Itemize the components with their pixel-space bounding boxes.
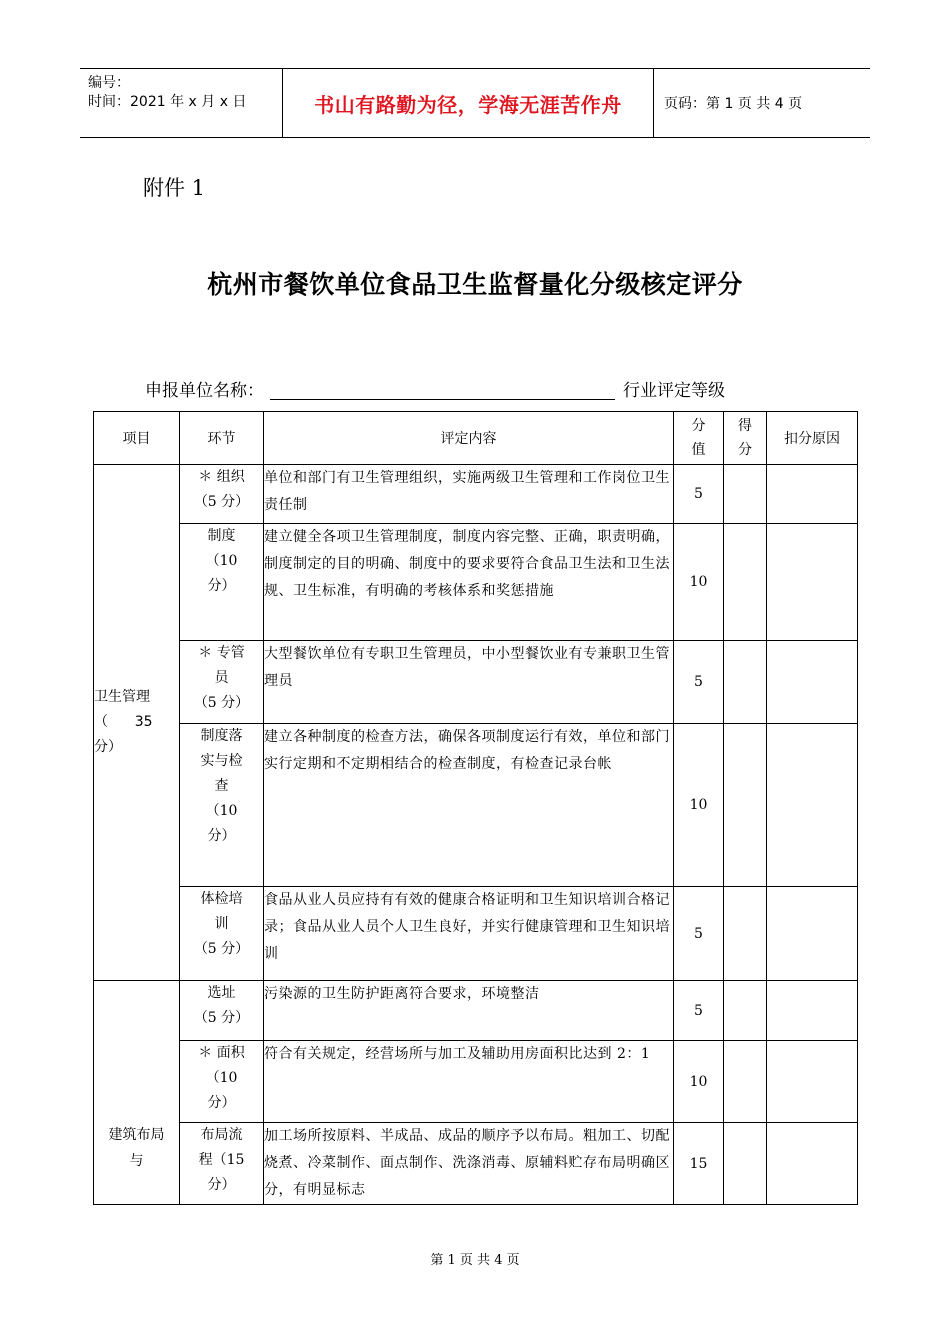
grade-label: 行业评定等级 [623,381,725,401]
obtained-cell[interactable] [724,724,767,887]
content-cell: 符合有关规定，经营场所与加工及辅助用房面积比达到 2：1 [264,1041,674,1123]
attachment-label: 附件 1 [143,176,206,200]
obtained-cell[interactable] [724,524,767,641]
reason-cell[interactable] [767,524,858,641]
col-header-content: 评定内容 [264,412,674,465]
reason-cell[interactable] [767,724,858,887]
applicant-name-blank[interactable] [270,381,615,400]
score-cell: 10 [674,1041,724,1123]
col-header-obtained: 得 分 [724,412,767,465]
reason-cell[interactable] [767,1123,858,1205]
col-header-reason: 扣分原因 [767,412,858,465]
segment-cell: 制度 （10 分） [180,524,264,641]
col-header-segment: 环节 [180,412,264,465]
reason-cell[interactable] [767,981,858,1041]
header-meta [80,69,283,137]
obtained-cell[interactable] [724,1123,767,1205]
score-cell: 10 [674,524,724,641]
table-row [94,465,858,524]
score-cell: 5 [674,641,724,724]
number-label: 编号： [88,75,130,91]
reason-cell[interactable] [767,641,858,724]
score-cell: 10 [674,724,724,887]
obtained-cell[interactable] [724,641,767,724]
section-name-building: 建筑布局 与 [94,981,180,1205]
page-number-label: 页码：第 1 页 共 4 页 [664,96,803,112]
document-title: 杭州市餐饮单位食品卫生监督量化分级核定评分 [207,270,743,299]
segment-cell: 布局流 程（15 分） [180,1123,264,1205]
segment-cell: ＊ 组织 （5 分） [180,465,264,524]
header-motto-cell [283,69,654,137]
segment-cell: 体检培 训 （5 分） [180,887,264,981]
score-cell: 15 [674,1123,724,1205]
reason-cell[interactable] [767,887,858,981]
table-row [94,1041,858,1123]
reason-cell[interactable] [767,1041,858,1123]
obtained-cell[interactable] [724,981,767,1041]
obtained-cell[interactable] [724,887,767,981]
scoring-table [93,411,858,1205]
section-name-hygiene: 卫生管理 （ 35 分） [94,465,180,981]
col-header-item: 项目 [94,412,180,465]
applicant-name-label: 申报单位名称： [145,381,264,401]
time-label: 时间：2021 年 x 月 x 日 [88,94,247,110]
content-cell: 建立健全各项卫生管理制度，制度内容完整、正确，职责明确，制度制定的目的明确、制度中的要求要符合食品卫生法和卫生法规、卫生标准，有明确的考核体系和奖惩措施 [264,524,674,641]
col-header-score: 分 值 [674,412,724,465]
table-row [94,887,858,981]
score-cell: 5 [674,981,724,1041]
segment-cell: 选址 （5 分） [180,981,264,1041]
table-row [94,981,858,1041]
table-row [94,641,858,724]
table-row [94,524,858,641]
content-cell: 单位和部门有卫生管理组织，实施两级卫生管理和工作岗位卫生责任制 [264,465,674,524]
table-header-row [94,412,858,465]
content-cell: 加工场所按原料、半成品、成品的顺序予以布局。粗加工、切配烧煮、冷菜制作、面点制作、洗涤消毒、原辅料贮存布局明确区分，有明显标志 [264,1123,674,1205]
segment-cell: 制度落 实与检 查 （10 分） [180,724,264,887]
content-cell: 污染源的卫生防护距离符合要求，环境整洁 [264,981,674,1041]
score-cell: 5 [674,887,724,981]
content-cell: 建立各种制度的检查方法，确保各项制度运行有效，单位和部门实行定期和不定期相结合的检查制度，有检查记录台帐 [264,724,674,887]
obtained-cell[interactable] [724,1041,767,1123]
content-cell: 食品从业人员应持有有效的健康合格证明和卫生知识培训合格记录；食品从业人员个人卫生良好，并实行健康管理和卫生知识培训 [264,887,674,981]
segment-cell: ＊ 面积 （10 分） [180,1041,264,1123]
score-cell: 5 [674,465,724,524]
reason-cell[interactable] [767,465,858,524]
table-row [94,724,858,887]
applicant-row [145,376,725,401]
page-footer: 第 1 页 共 4 页 [430,1253,520,1268]
motto: 书山有路勤为径，学海无涯苦作舟 [314,92,622,117]
segment-cell: ＊ 专管 员 （5 分） [180,641,264,724]
document-header [80,68,870,138]
content-cell: 大型餐饮单位有专职卫生管理员，中小型餐饮业有专兼职卫生管理员 [264,641,674,724]
obtained-cell[interactable] [724,465,767,524]
header-page-cell [654,69,870,137]
table-row [94,1123,858,1205]
